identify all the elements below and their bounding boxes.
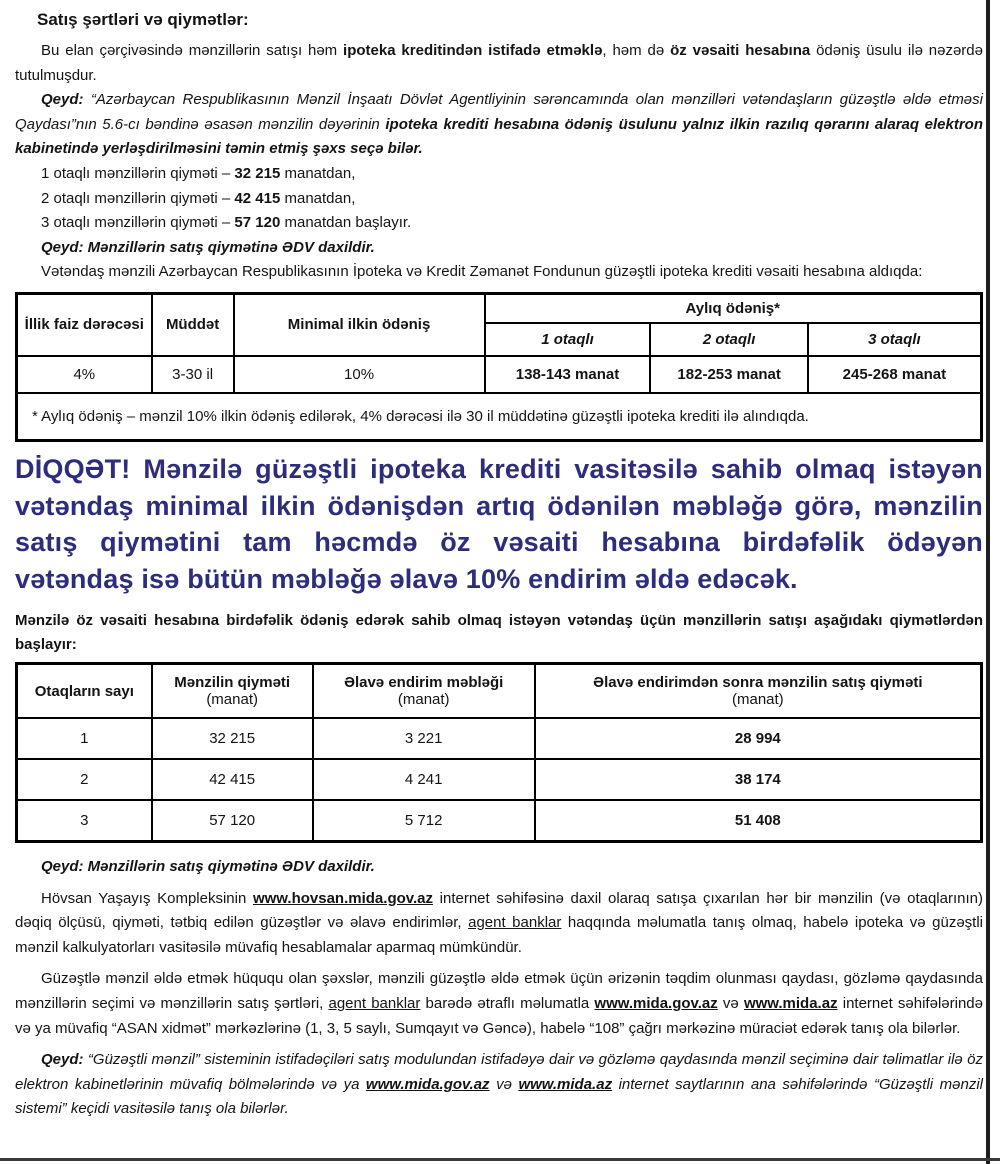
page-right-border [986,0,990,1164]
text-segment: ipoteka krediti hesabına ödəniş üsulunu yalnız ilkin razılıq qərarını alaraq elektron kabinetində yerləşdirilməsini təmin etmiş şəxs seçə bilər. [15,115,983,158]
link[interactable]: www.mida.gov.az [365,1075,490,1093]
cell-payment-1room: 138-143 manat [485,356,651,393]
text-segment: Qeyd: [41,1051,88,1069]
document-content [15,6,983,1122]
page-title: Satış şərtləri və qiymətlər: [37,10,249,29]
link[interactable]: www.mida.az [743,994,838,1012]
text-segment: Güzəştlə mənzil əldə etmək hüququ olan şəxslər, mənzili güzəştlə əldə etmək üçün ərizənin təqdim olunması qaydası, gözləmə qaydasında mənzillərin seçimi və mənzillərin satış şərtləri, [15,970,983,1012]
header-title: Otaqların sayı [34,682,134,700]
paragraph-price-1room [15,162,983,187]
paragraph-intro [15,39,983,88]
text-segment: barədə ətraflı məlumatla [420,994,595,1012]
paragraph-final-note [15,1048,983,1122]
paragraph-qeyd-rule [15,88,983,162]
text-segment: və [489,1075,519,1093]
cell-rooms: 2 [17,759,152,800]
mortgage-table [15,292,983,442]
header-3-room: 3 otaqlı [808,323,982,356]
cell-discount: 4 241 [313,759,535,800]
text-segment: “Güzəştli mənzil” sisteminin istifadəçiləri satış modulundan istifadəyə dair və gözləmə qaydasında mənzil seçiminə dair təlimatlar ilə öz elektron kabinetlərinin müvafiq bölmələrində və ya [15,1051,983,1093]
table-row [17,393,982,441]
table-row [17,800,982,842]
paragraph-price-2room [15,187,983,212]
link[interactable]: www.mida.az [518,1075,613,1093]
cell-payment-3room: 245-268 manat [808,356,982,393]
header-title: Əlavə endirimdən sonra mənzilin satış qiyməti [593,674,923,691]
cell-final-price: 38 174 [535,759,982,800]
header-price-after-discount [535,664,982,719]
header-monthly-payment-group: Aylıq ödəniş* [485,293,982,323]
header-subtitle: (manat) [731,691,784,708]
paragraph-vat-note-2: Qeyd: Mənzillərin satış qiymətinə ƏDV daxildir. [41,858,375,875]
text-segment: 32 215 [234,164,281,182]
cell-rate: 4% [17,356,152,393]
text-segment: Hövsan Yaşayış Kompleksinin [41,889,253,907]
header-subtitle: (manat) [206,691,258,708]
text-segment: Bu elan çərçivəsində mənzillərin satışı həm [41,42,344,59]
header-1-room: 1 otaqlı [485,323,651,356]
link[interactable]: agent banklar [468,914,562,932]
paragraph-eligibility-info [15,967,983,1041]
text-segment: 1 otaqlı mənzillərin qiyməti – [41,164,235,182]
text-segment: internet səhifəsinə daxil olaraq satışa çıxarılan hər bir mənzilin (və otaqlarının) dəqiq ölçüsü, qiyməti, tətbiq edilən güzəştlər və əlavə endirimlər, [15,889,983,932]
cell-down-payment: 10% [234,356,485,393]
header-term: Müddət [152,293,234,356]
table-row [17,293,982,323]
attention-note: DİQQƏT! Mənzilə güzəştli ipoteka krediti vasitəsilə sahib olmaq istəyən vətəndaş minimal ilkin ödənişdən artıq ödənilən məbləğə görə, mənzilin satış qiymətini tam həcmdə öz vəsaiti hesabına birdəfəlik ödəyən vətəndaş isə bütün məbləğə əlavə 10% endirim əldə edəcək. [15,453,983,595]
cell-price: 42 415 [152,759,313,800]
header-title: Əlavə endirim məbləği [344,674,504,691]
link[interactable]: www.hovsan.mida.gov.az [252,889,434,907]
text-segment: Qeyd: [41,91,91,109]
cell-payment-2room: 182-253 manat [650,356,807,393]
text-segment: ödəniş üsulu ilə nəzərdə tutulmuşdur. [15,42,983,84]
table-row [17,718,982,759]
link[interactable]: agent banklar [328,994,421,1012]
paragraph-price-3room [15,211,983,236]
header-subtitle: (manat) [397,691,450,708]
text-segment: manatdan, [280,164,356,182]
table-footnote: * Aylıq ödəniş – mənzil 10% ilkin ödəniş edilərək, 4% dərəcəsi ilə 30 il müddətinə güzəştli ipoteka krediti ilə alındıqda. [17,393,982,441]
text-segment: ipoteka kreditindən istifadə etməklə [343,42,603,59]
text-segment: manatdan başlayır. [280,214,412,232]
text-segment: “Azərbaycan Respublikasının Mənzil İnşaatı Dövlət Agentliyinin sərəncamında olan mənzilləri vətəndaşların güzəştlə əldə etməsi Qaydası”nın 5.6-cı bəndinə əsasən mənzilin dəyərinin [15,91,983,133]
cell-price: 57 120 [152,800,313,842]
header-room-count [17,664,152,719]
cell-final-price: 51 408 [535,800,982,842]
header-annual-rate: İllik faiz dərəcəsi [17,293,152,356]
link[interactable]: www.mida.gov.az [594,994,718,1012]
paragraph-mortgage-intro: Vətəndaş mənzili Azərbaycan Respublikasının İpoteka və Kredit Zəmanət Fondunun güzəştli ipoteka krediti vəsaiti hesabına aldıqda: [41,263,923,281]
text-segment: internet saytlarının ana səhifələrində “Güzəştli mənzil sistemi” keçidi vasitəsilə tanış ola bilərlər. [15,1075,983,1118]
table-row [17,664,982,719]
cell-final-price: 28 994 [535,718,982,759]
text-segment: 57 120 [234,214,281,232]
table-row [17,356,982,393]
cell-discount: 3 221 [313,718,535,759]
text-segment: internet səhifələrində və ya müvafiq “ASAN xidmət” mərkəzlərinə (1, 3, 5 saylı, Sumqayıt və Gəncə), habelə “108” çağrı mərkəzinə müraciət edərək tanış ola bilərlər. [15,994,983,1037]
text-segment: və [717,994,744,1012]
text-segment: öz vəsaiti hesabına [670,42,811,59]
header-apartment-price [152,664,313,719]
table-row [17,759,982,800]
text-segment: 2 otaqlı mənzillərin qiyməti – [41,189,235,207]
cell-price: 32 215 [152,718,313,759]
header-title: Mənzilin qiyməti [174,674,291,691]
header-2-room: 2 otaqlı [650,323,807,356]
paragraph-hovsan-website [15,887,983,961]
header-min-down-payment: Minimal ilkin ödəniş [234,293,485,356]
cell-term: 3-30 il [152,356,234,393]
text-segment: haqqında məlumatla tanış olmaq, habelə ipoteka və güzəştli mənzil kalkulyatorları vasitəsilə müvafiq hesablamalar aparmaq mümkündür. [15,914,983,956]
text-segment: 3 otaqlı mənzillərin qiyməti – [41,214,235,232]
paragraph-vat-note-1: Qeyd: Mənzillərin satış qiymətinə ƏDV daxildir. [41,238,375,256]
discount-table [15,662,983,843]
page-bottom-border [0,1158,1000,1161]
paragraph-own-funds-intro: Mənzilə öz vəsaiti hesabına birdəfəlik ödəniş edərək sahib olmaq istəyən vətəndaş üçün mənzillərin satışı aşağıdakı qiymətlərdən başlayır: [15,611,983,654]
cell-rooms: 1 [17,718,152,759]
cell-rooms: 3 [17,800,152,842]
cell-discount: 5 712 [313,800,535,842]
text-segment: 42 415 [234,189,281,207]
header-extra-discount [313,664,535,719]
text-segment: manatdan, [280,189,356,207]
text-segment: , həm də [602,42,671,59]
